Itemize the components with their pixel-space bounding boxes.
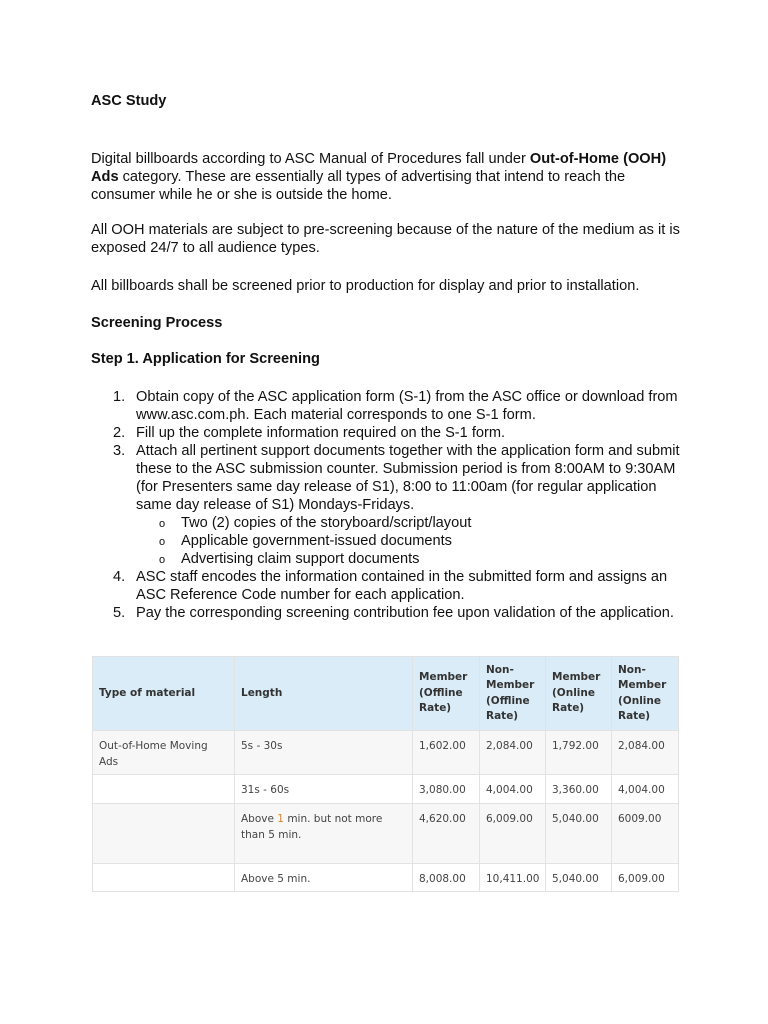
- sub-list-item: [136, 532, 681, 550]
- length-text-after: min. but not more than 5 min.: [241, 813, 383, 841]
- step-number: 1.: [113, 389, 126, 405]
- cell-length: [235, 804, 413, 864]
- cell-type: [93, 775, 235, 804]
- cell-type: [93, 864, 235, 892]
- cell-member-offline: 8,008.00: [413, 864, 480, 892]
- header-type-of-material: Type of material: [93, 657, 235, 731]
- cell-nonmember-online: 2,084.00: [612, 731, 679, 775]
- table-row: [93, 731, 679, 775]
- list-item: [91, 442, 681, 568]
- cell-nonmember-online: 6009.00: [612, 804, 679, 864]
- header-nonmember-offline: Non-Member (Offline Rate): [480, 657, 546, 731]
- step-number: 4.: [113, 569, 126, 585]
- list-item: [91, 604, 681, 622]
- length-text-before: Above: [241, 813, 278, 825]
- cell-member-offline: 1,602.00: [413, 731, 480, 775]
- intro-text-after: category. These are essentially all types of advertising that intend to reach the consumer while he or she is outside the home.: [91, 169, 626, 203]
- sub-item-text: Advertising claim support documents: [181, 551, 420, 567]
- cell-nonmember-offline: 6,009.00: [480, 804, 546, 864]
- header-member-online: Member (Online Rate): [546, 657, 612, 731]
- table-row: [93, 775, 679, 804]
- intro-text-before: Digital billboards according to ASC Manual of Procedures fall under: [91, 151, 530, 167]
- header-member-offline: Member (Offline Rate): [413, 657, 480, 731]
- table-row: [93, 804, 679, 864]
- intro-paragraph: [91, 150, 691, 204]
- intro-bold-term: Out-of-Home (OOH) Ads: [91, 151, 667, 185]
- sub-list: [136, 514, 681, 568]
- ooh-prescreening-paragraph: All OOH materials are subject to pre-screening because of the nature of the medium as it is exposed 24/7 to all audience types.: [91, 222, 680, 256]
- cell-length: Above 5 min.: [235, 864, 413, 892]
- cell-nonmember-online: 4,004.00: [612, 775, 679, 804]
- bullet-icon: o: [159, 554, 166, 566]
- sub-item-text: Two (2) copies of the storyboard/script/layout: [181, 515, 472, 531]
- sub-item-text: Applicable government-issued documents: [181, 533, 452, 549]
- header-length: Length: [235, 657, 413, 731]
- bullet-icon: o: [159, 536, 166, 548]
- step-number: 2.: [113, 425, 126, 441]
- cell-member-online: 5,040.00: [546, 864, 612, 892]
- step-text: Obtain copy of the ASC application form (S-1) from the ASC office or download from www.asc.com.ph. Each material corresponds to one S-1 form.: [136, 389, 678, 423]
- cell-type: [93, 804, 235, 864]
- cell-member-online: 1,792.00: [546, 731, 612, 775]
- steps-list: [91, 388, 681, 622]
- rate-table: [92, 656, 679, 892]
- list-item: [91, 424, 681, 442]
- cell-member-offline: 4,620.00: [413, 804, 480, 864]
- step-text: Attach all pertinent support documents together with the application form and submit these to the ASC submission counter. Submission period is from 8:00AM to 9:30AM (for Presenters same day release of S1), 8:00 to 11:00am (for regular application same day release of S1) Mondays-Fridays.: [136, 443, 680, 513]
- step-number: 3.: [113, 443, 126, 459]
- section-heading: Screening Process: [91, 315, 223, 331]
- length-highlight: 1: [277, 813, 284, 825]
- header-nonmember-online: Non-Member (Online Rate): [612, 657, 679, 731]
- cell-member-online: 3,360.00: [546, 775, 612, 804]
- list-item: [91, 388, 681, 424]
- cell-nonmember-offline: 4,004.00: [480, 775, 546, 804]
- cell-nonmember-online: 6,009.00: [612, 864, 679, 892]
- document-title: ASC Study: [91, 93, 167, 109]
- table-row: [93, 864, 679, 892]
- cell-nonmember-offline: 2,084.00: [480, 731, 546, 775]
- cell-member-offline: 3,080.00: [413, 775, 480, 804]
- cell-nonmember-offline: 10,411.00: [480, 864, 546, 892]
- bullet-icon: o: [159, 518, 166, 530]
- table-header-row: [93, 657, 679, 731]
- step-number: 5.: [113, 605, 126, 621]
- step-text: Fill up the complete information required on the S-1 form.: [136, 425, 506, 441]
- step-text: Pay the corresponding screening contribution fee upon validation of the application.: [136, 605, 674, 621]
- step-text: ASC staff encodes the information contained in the submitted form and assigns an ASC Reference Code number for each application.: [136, 569, 668, 603]
- cell-length: 31s - 60s: [235, 775, 413, 804]
- cell-length: 5s - 30s: [235, 731, 413, 775]
- billboard-screening-paragraph: All billboards shall be screened prior to production for display and prior to installation.: [91, 278, 640, 294]
- cell-type: Out-of-Home Moving Ads: [93, 731, 235, 775]
- step-heading: Step 1. Application for Screening: [91, 351, 320, 367]
- list-item: [91, 568, 681, 604]
- sub-list-item: [136, 550, 681, 568]
- cell-member-online: 5,040.00: [546, 804, 612, 864]
- sub-list-item: [136, 514, 681, 532]
